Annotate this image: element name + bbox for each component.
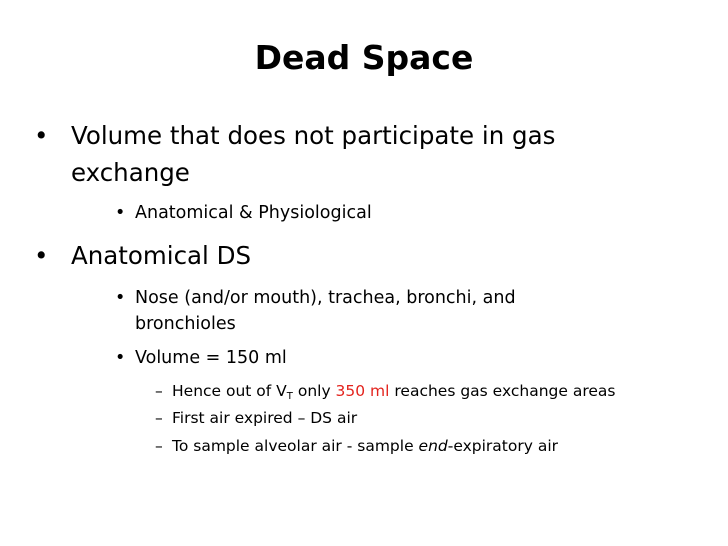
slide-title: Dead Space [254,38,474,77]
bullet-text [172,435,558,458]
bullet-mark: • [115,348,126,368]
text-post: -expiratory air [447,437,559,455]
dash-mark: – [155,382,163,400]
dash-mark: – [155,409,163,427]
subscript-t: T [286,391,293,402]
bullet-text: Volume = 150 ml [135,348,287,368]
text-post: reaches gas exchange areas [389,382,616,400]
dash-mark: – [155,437,163,455]
text-mid: only [292,382,336,400]
bullet-text-line-1: Volume that does not participate in gas [71,121,556,150]
bullet-text: Anatomical & Physiological [135,203,372,223]
highlight-350ml: 350 ml [335,382,390,400]
bullet-text-line-2: bronchioles [135,314,236,334]
bullet-mark: • [34,241,49,270]
bullet-text: First air expired – DS air [172,409,358,427]
bullet-text-line-2: exchange [71,158,190,187]
bullet-mark: • [115,203,126,223]
bullet-text: Anatomical DS [71,241,252,270]
bullet-mark: • [34,121,49,150]
text-pre: To sample alveolar air - sample [172,437,419,455]
text-pre: Hence out of V [172,382,287,400]
text-italic-end: end [418,437,448,455]
bullet-text-line-1: Nose (and/or mouth), trachea, bronchi, and [135,288,516,308]
bullet-mark: • [115,288,126,308]
bullet-text [172,380,615,408]
